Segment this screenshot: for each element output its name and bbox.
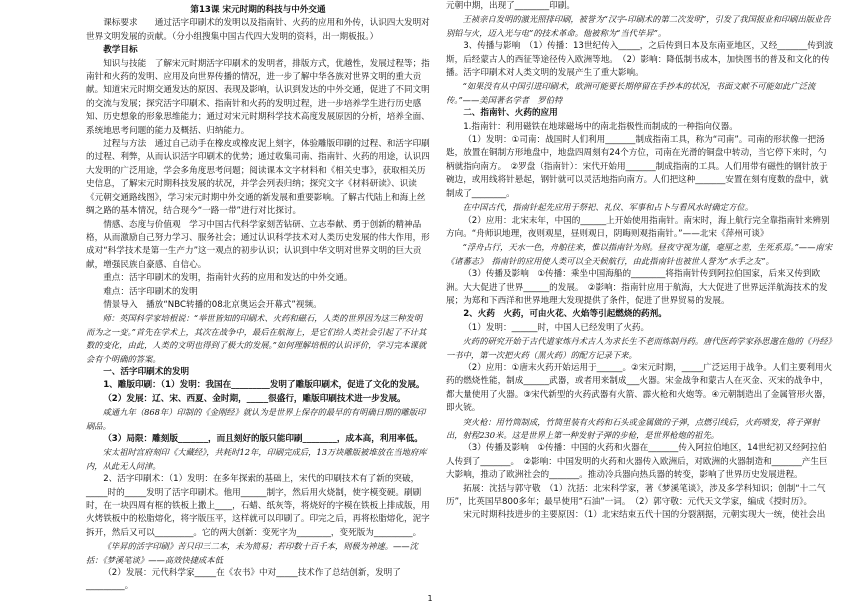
compass-spread: （3）传播及影响 ①传播：乘坐中国海船的________将指南针传到阿拉伯国家，后来又传到欧洲。大大促进了世界______的发展。 ②影响：指南针应用于航海，大大促进了世界远洋航海技术的发展；为郑和下西洋和世界地理大发现提供了条件，促进了世界贸易的发展。: [446, 269, 828, 306]
compass-ancient-use: 在中国古代，指南针起先应用于祭祀、礼仪、军事和占卜与看风水时确定方位。: [462, 202, 753, 213]
key-point: 重点：活字印刷术的发明，指南针火药的应用和发达的中外交通。: [103, 273, 353, 284]
zhufan-quote: “浮舟占行，天水一色，舟舶往来，惟以指南针为则。昼夜守视为谨，毫厘之差，生死系焉。”——南宋《诸蕃志》 指南针的应用使人类可以全天候航行，由此指南针也被世人誉为“水手之友”。: [446, 242, 832, 266]
woodblock-limits: （3）局限：雕刻版_______，而且刻好的版只能印刷________，成本高，利用率低。: [103, 434, 423, 444]
lesson-title: 第13课 宋元时期的科技与中外交通: [190, 5, 326, 15]
compass-application: （2）应用：北宋末年，中国的______上开始使用指南针。南宋时，海上航行完全靠指南针来辨别方向。“舟师识地理，夜则观星，昼则观日，阴晦则观指南针。”——北宋《萍州可谈》: [446, 215, 830, 239]
right-column: [446, 0, 834, 523]
page-number: 1: [427, 594, 433, 603]
scenario-intro: 情景导入 播放“NBC转播的08北京奥运会开幕式”视频。: [103, 299, 322, 310]
compass-definition: 1.指南针：利用磁铁在地球磁场中的南北指极性而制成的一种指向仪器。: [463, 121, 738, 132]
section-2-heading: 二、指南针、火药的应用: [463, 108, 558, 119]
mengxi-quote: 《毕昇的活字印刷》苦只印三二本，未为简易；若印数十百千本，则极为神速。——沈括：《梦溪笔谈》——高效快捷成本低: [86, 541, 418, 565]
alchemy-note: 火药的研究开始于古代道家炼丹术古人为求长生不老而炼制丹药。唐代医药学家孙思邈在他的《丹经》一书中，第一次把火药（黑火药）的配方记录下来。: [446, 336, 832, 360]
difficult-point: 难点：活字印刷术的发明: [103, 286, 198, 297]
knowledge-skills: 知识与技能 了解宋元时期活字印刷术的发明者，排版方式，优越性，发展过程等；指南针和火药的发明、应用及向世界传播的情况，进一步了解中华各族对世界文明的重大贡献。知道宋元时期交通发达的原因、表现及影响，认识到发达的中外交通，促进了不同文明的交流与发展；探究活字印刷术、指南针和火药的发明过程，进一步培养学生进行历史感知、历史想象的形象思维能力；通过对宋元时期科学技术高度发展原因的分析，培养全面、系统地思考问题的能力及概括、归纳能力。: [86, 58, 430, 136]
objectives-heading: 教学目标: [103, 45, 138, 56]
fire-lance-note: 突火枪：用竹筒制成，竹筒里装有火药和石头或金属做的子弹，点燃引线后，火药喷发，将子弹射出，射程230米。这是世界上第一种发射子弹的步枪，是世界枪炮的祖先。: [446, 416, 820, 440]
progress-reasons: 宋元时期科技进步的主要原因：（1）北宋结束五代十国的分裂割据，元朝实现大一统，使社会出: [463, 510, 826, 521]
section-1-heading: 一、活字印刷术的发明: [103, 366, 190, 377]
gunpowder-spread: （3）传播及影响 ①传播：中国的火药和火器在_______传入阿拉伯地区，14世纪初又经阿拉伯人传到了_______。 ②影响：中国发明的火药和火器传入欧洲后，对欧洲的火器制造和_______产生巨大影响，推动了欧洲社会的_______。推动冷兵器向热兵器的转变，影响了世界历史发展进程。: [446, 443, 828, 481]
diamond-sutra-note: 咸通九年（868年）印制的《金刚经》就认为是世界上保存的最早的有明确日期的雕版印刷品。: [86, 407, 426, 431]
movable-type-development: （2）发展：元代科学家_____在《农书》中对_____技术作了总结创新，发明了_________。: [86, 568, 401, 592]
wangzhen-note: 王祯亲自发明的激光照排印刷，被誉为“汉字-印刷术的第二次发明”，引发了我国报业和印刷出版业告别铅与火，迈入光与电”的技术革命。他被称为“当代毕昇”。: [446, 14, 831, 38]
gunpowder-heading: 2、火药 火药，可由火花、火焰等引起燃烧的药剂。: [463, 309, 667, 320]
woodblock-invention: 1、雕版印刷：（1）发明：我国在_________发明了雕版印刷术，促进了文化的发展。: [103, 380, 425, 391]
process-methods: 过程与方法 通过自己动手在橡皮或橡皮泥上刻字，体验雕版印刷的过程、和活字印刷的过程、利弊，从而认识活字印刷术的优势；通过收集司南、指南针、火药的用途，认识四大发明的广泛用途，学会多角度思考问题；阅读课本文字材料和《相关史事》，获取相关历史信息，了解宋元时期科技发展的状况，并学会列表归纳；探究文字《材料研读》、识读《元朝交通路线图》，学习宋元时期中外交通的新发展和重要影响。了解古代陆上和海上丝绸之路的基本情况，结合现今“一路一带”进行对比探讨。: [86, 139, 430, 217]
gunpowder-invention: （1）发明：______时，中国人已经发明了火药。: [463, 322, 650, 333]
emotion-values: 情感、态度与价值观 学习中国古代科学家刻苦钻研、立志奉献、勇于创新的精神品格，从而激励自己努力学习、服务社会；通过认识科学技术对人类历史发展的伟大作用，形成对“科学技术是第一生产力”这一观点的初步认识；认识到中华文明对世界文明的巨大贡献，增强民族自豪感、自信心。: [86, 219, 430, 270]
extension-scientists: 拓展：沈括与郭守敬 （1）沈括：北宋科学家，著《梦溪笔谈》，涉及多学科知识；创制“十二气历”，比英国早800多年；最早使用“石油”一词。 （2）郭守敬：元代天文学家，编成《授时历》。: [446, 483, 826, 508]
gunpowder-application: （2）应用：①唐末火药开始运用于______。②宋元时期，_____广泛运用于战争。人们主要利用火药的燃烧性能，制成______武器，或者用来制成___火器。宋金战争和蒙古人在灭金、灭宋的战争中，都大量使用了火器。③宋代新型的火药武器有火箭、霹火枪和火炮等。④元朝制造出了金属管形火器，即火铳。: [446, 362, 833, 414]
printing-spread: 3、传播与影响 （1）传播：13世纪传入_____，之后传到日本及东南亚地区，又经_______传到波斯，后经蒙古人的西征等途径传入欧洲等地。 （2）影响：降低制书成本，加快图书的普及和文化的传播。活字印刷术对人类文明的发展产生了重大影响。: [446, 41, 834, 79]
compass-invention: （1）发明：①司南：战国时人们利用_______制成指南工具，称为“司南”。司南的形状像一把汤匙，放置在铜制方形地盘中，地盘四周刻有24个方位，司南在光滑的铜盘中转动，当它停下来时，勺柄就指向南方。 ②罗盘（指南针）：宋代开始用_______制成指南的工具。人们用带有磁性的钢针放于碗边，或用线将针悬起，钢针就可以灵活地指向南方。人们把这种_______安置在刻有度数的盘中，就制成了________。: [446, 135, 829, 199]
tripitaka-note: 宋太祖时宫府刻印《大藏经》，共耗时12年，印刷完成后，13万块雕版被堆放在当地府库内，从此无人问津。: [86, 447, 427, 471]
yuan-printing: 元朝中期，出现了________印刷。: [446, 1, 575, 11]
curriculum-requirements: 课标要求 通过活字印刷术的发明以及指南针、火药的应用和外传，认识四大发明对世界文明发展的贡献。（分小组搜集中国古代四大发明的资料，出一期板报。）: [86, 18, 430, 42]
teacher-quote: 师：英国科学家培根说：“举世皆知的印刷术、火药和磁石，人类的世界因为这三种发明而为之一变。”首先在学术上，其次在战争中，最后在航海上，是它们给人类社会引起了不计其数的变化，由此，人类的文明也得到了极大的发展。”如何理解培根的认识评价，学习完本课就会有个明确的答案。: [86, 313, 427, 364]
woodblock-development: （2）发展：辽、宋、西夏、金时期，_____很盛行，雕版印刷技术进一步发展。: [103, 393, 406, 404]
left-column: [86, 0, 430, 594]
robert-quote: “如果没有从中国引进印刷术，欧洲可能要长期停留在手抄本的状况，书面文献不可能如此广泛流传。”——美国著名学者 罗伯特: [446, 81, 816, 105]
movable-type-invention: 2、活字印刷术：（1）发明：在多年探索的基础上，宋代的印刷技术有了新的突破，_____时的_____发明了活字印刷术。他用______制字，然后用火烧制，使字模变硬。刷刷时，在一块四周有框的铁板上撒上____，石蜡、纸灰等，将烧好的字模在铁板上排成版，用火烤铁板中的松脂熔化，将字版压平，这样就可以印刷了。印完之后，再将松脂熔化，泥字拆开，然后又可以_________。它的两大创新：变死字为________，变死版为_________。: [86, 474, 430, 538]
